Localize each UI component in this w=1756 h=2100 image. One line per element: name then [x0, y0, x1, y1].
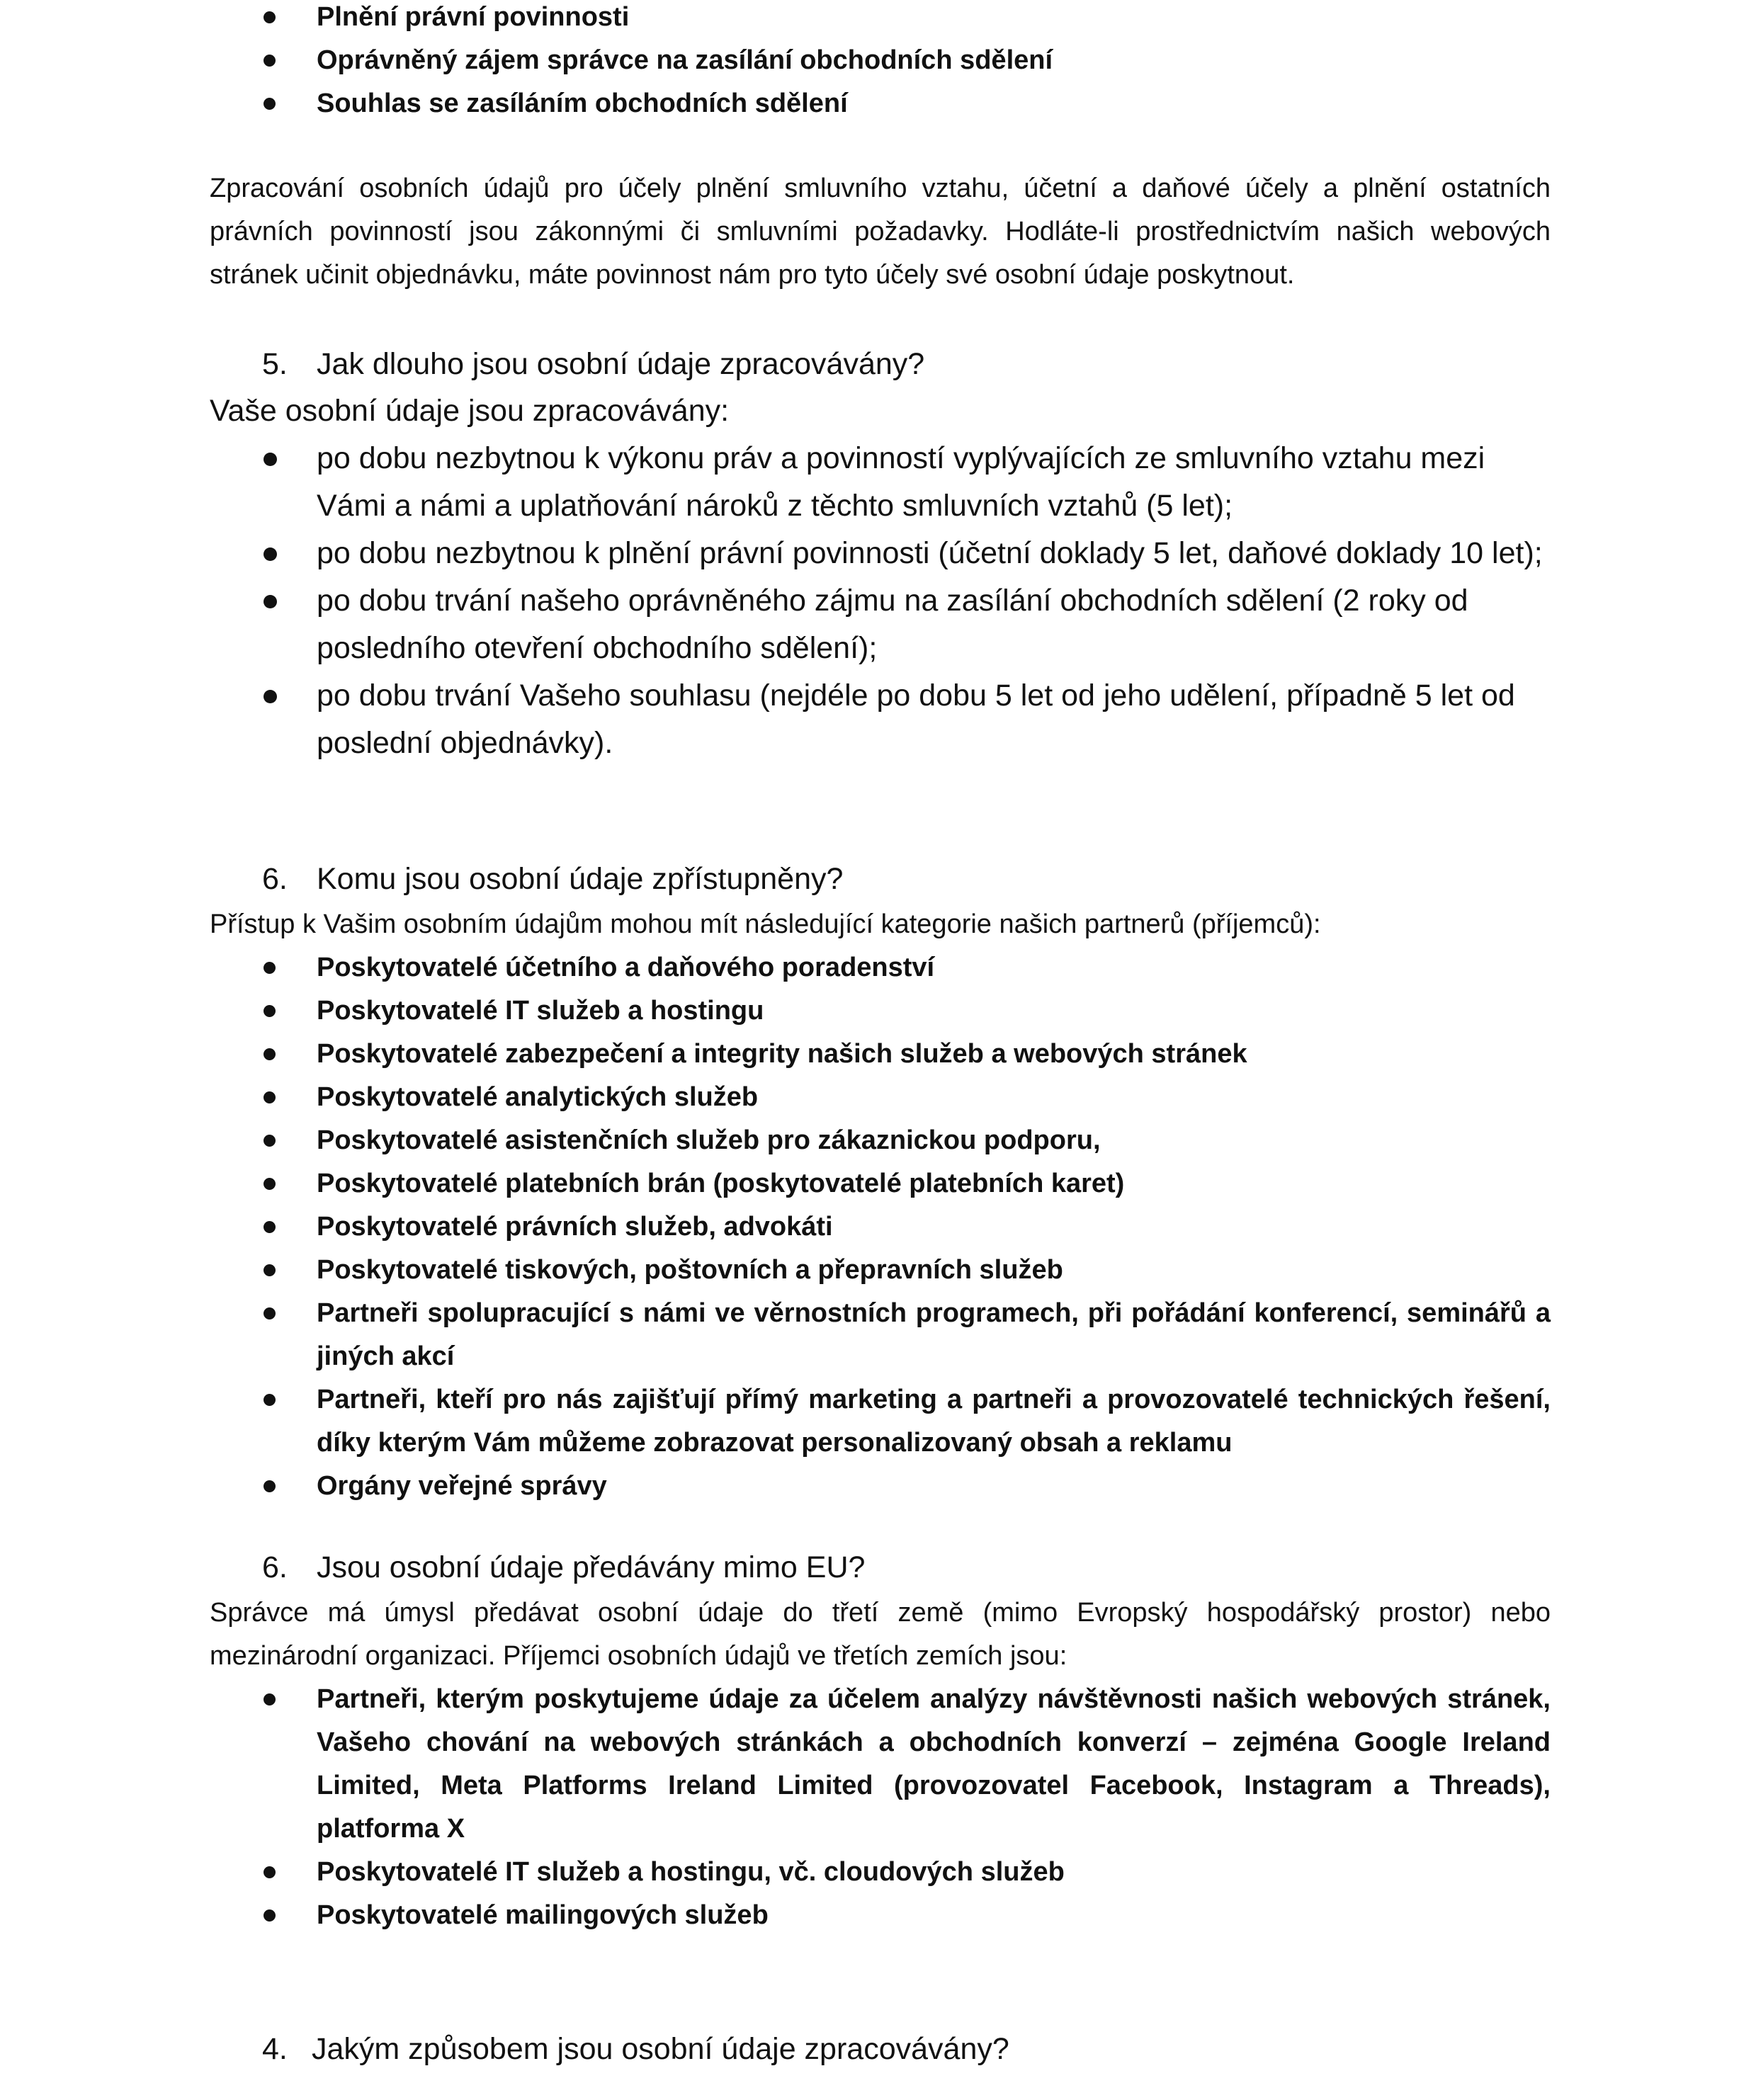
intro-paragraph: Zpracování osobních údajů pro účely plnění smluvního vztahu, účetní a daňové účely a plnění ostatních právních povinností jsou zákonnými či smluvními požadavky. Hodláte-li prostřednictvím našich webových stránek učinit objednávku, máte povinnost nám pro tyto účely své osobní údaje poskytnout.	[210, 174, 1551, 290]
section-title: Komu jsou osobní údaje zpřístupněny?	[317, 862, 844, 896]
bullet-icon	[264, 962, 276, 974]
section-intro: Správce má úmysl předávat osobní údaje do třetí země (mimo Evropský hospodářský prostor) nebo mezinárodní organizaci. Příjemci osobních údajů ve třetích zemích jsou:	[210, 1598, 1551, 1671]
bullet-icon	[264, 1221, 276, 1233]
section-title: Jsou osobní údaje předávány mimo EU?	[317, 1550, 866, 1584]
list-item: Poskytovatelé právních služeb, advokáti	[0, 1205, 1551, 1249]
list-item: Poskytovatelé mailingových služeb	[0, 1894, 1551, 1937]
section-intro: Vaše osobní údaje jsou zpracovávány:	[210, 394, 730, 428]
list-item: Poskytovatelé tiskových, poštovních a přepravních služeb	[0, 1249, 1551, 1292]
section-number: 6.	[262, 1550, 288, 1584]
list-item: Poskytovatelé zabezpečení a integrity našich služeb a webových stránek	[0, 1033, 1551, 1076]
bullet-icon	[264, 1307, 276, 1319]
bullet-icon	[264, 1480, 276, 1492]
list-item: Poskytovatelé asistenčních služeb pro zákaznickou podporu,	[0, 1119, 1551, 1162]
bullet-icon	[264, 55, 276, 67]
list-item: Partneři spolupracující s námi ve věrnostních programech, při pořádání konferencí, seminářů a jiných akcí	[0, 1292, 1551, 1378]
bullet-icon	[264, 1866, 276, 1878]
list-item: Poskytovatelé platebních brán (poskytovatelé platebních karet)	[0, 1162, 1551, 1205]
list-item: po dobu nezbytnou k plnění právní povinnosti (účetní doklady 5 let, daňové doklady 10 let);	[0, 530, 1551, 577]
list-item: Plnění právní povinnosti	[0, 0, 1551, 39]
bullet-icon	[264, 1909, 276, 1922]
bullet-icon	[264, 1091, 276, 1103]
bullet-icon	[264, 1005, 276, 1017]
list-item: Orgány veřejné správy	[0, 1465, 1551, 1508]
bullet-icon	[264, 1178, 276, 1190]
list-item: Poskytovatelé analytických služeb	[0, 1076, 1551, 1119]
third-country-recipients-list	[0, 1678, 1551, 1937]
list-item: Poskytovatelé IT služeb a hostingu, vč. cloudových služeb	[0, 1851, 1551, 1894]
retention-list	[0, 435, 1551, 767]
section-number: 4.	[262, 2032, 288, 2066]
list-item: Partneři, kterým poskytujeme údaje za účelem analýzy návštěvnosti našich webových stránek, Vašeho chování na webových stránkách a obchodních konverzí – zejména Google Ireland Limited, Meta Platforms Ireland Limited (provozovatel Facebook, Instagram a Threads), platforma X	[0, 1678, 1551, 1851]
bullet-icon	[264, 1135, 276, 1147]
bullet-icon	[264, 690, 277, 703]
section-title: Jakým způsobem jsou osobní údaje zpracovávány?	[312, 2032, 1009, 2066]
list-item: Poskytovatelé účetního a daňového poradenství	[0, 946, 1551, 989]
bullet-icon	[264, 98, 276, 110]
list-item: Souhlas se zasíláním obchodních sdělení	[0, 82, 1551, 125]
bullet-icon	[264, 453, 277, 466]
top-bullet-list	[0, 0, 1551, 125]
bullet-icon	[264, 1048, 276, 1060]
bullet-icon	[264, 1693, 276, 1705]
bullet-icon	[264, 595, 277, 608]
section-number: 5.	[262, 347, 288, 381]
bullet-icon	[264, 1264, 276, 1276]
list-item: Oprávněný zájem správce na zasílání obchodních sdělení	[0, 39, 1551, 82]
list-item: po dobu trvání našeho oprávněného zájmu na zasílání obchodních sdělení (2 roky od posledního otevření obchodního sdělení);	[0, 577, 1551, 672]
bullet-icon	[264, 11, 276, 23]
list-item: po dobu nezbytnou k výkonu práv a povinností vyplývajících ze smluvního vztahu mezi Vámi a námi a uplatňování nároků z těchto smluvních vztahů (5 let);	[0, 435, 1551, 530]
section-number: 6.	[262, 862, 288, 896]
bullet-icon	[264, 1394, 276, 1406]
list-item: po dobu trvání Vašeho souhlasu (nejdéle po dobu 5 let od jeho udělení, případně 5 let od poslední objednávky).	[0, 672, 1551, 767]
recipients-list	[0, 946, 1551, 1508]
section-title: Jak dlouho jsou osobní údaje zpracovávány?	[317, 347, 925, 381]
bullet-icon	[264, 547, 277, 561]
section-intro: Přístup k Vašim osobním údajům mohou mít následující kategorie našich partnerů (příjemců):	[210, 909, 1321, 939]
list-item: Poskytovatelé IT služeb a hostingu	[0, 989, 1551, 1033]
list-item: Partneři, kteří pro nás zajišťují přímý marketing a partneři a provozovatelé technických řešení, díky kterým Vám můžeme zobrazovat personalizovaný obsah a reklamu	[0, 1378, 1551, 1465]
